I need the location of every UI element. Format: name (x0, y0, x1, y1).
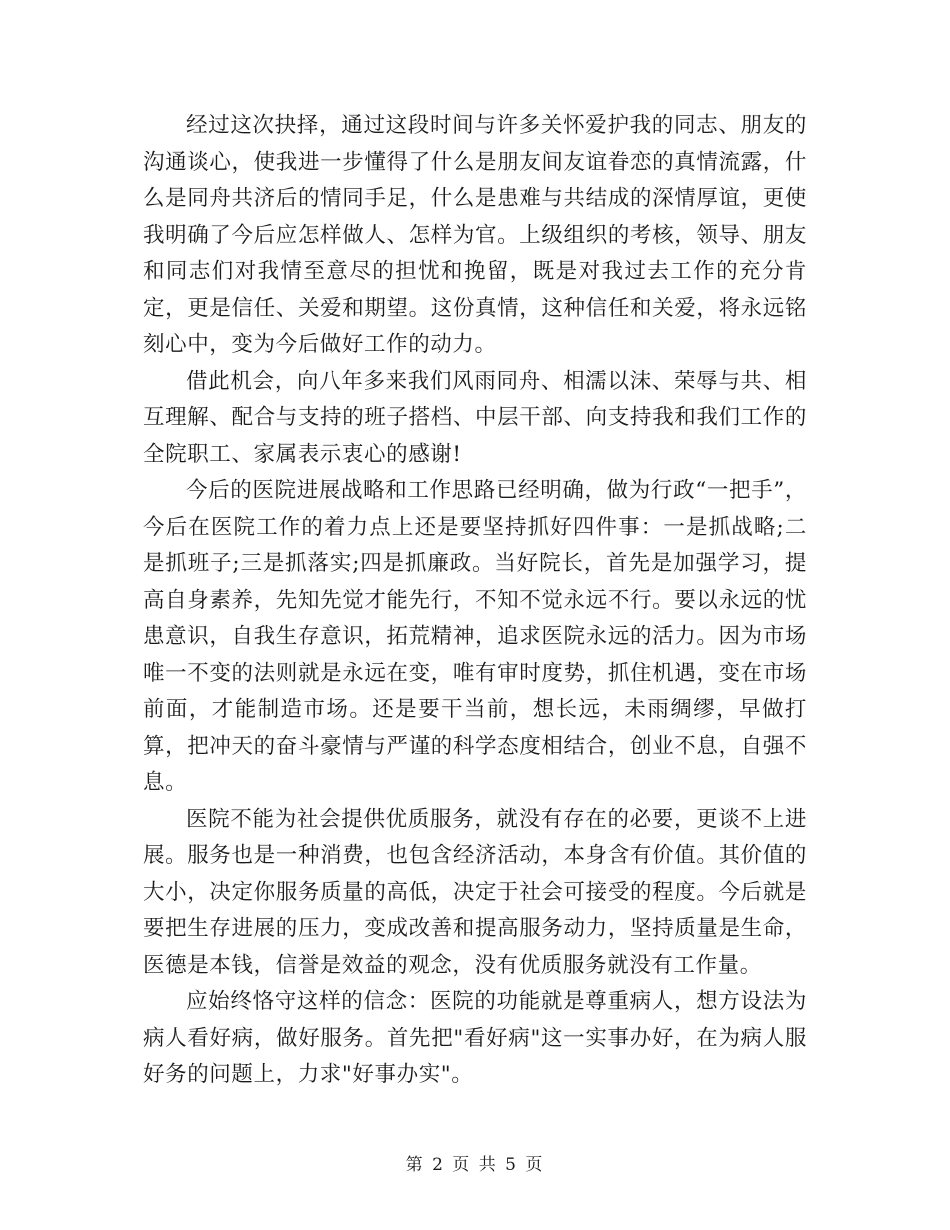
page-number-footer: 第 2 页 共 5 页 (405, 1155, 545, 1175)
paragraph-3: 今后的医院进展战略和工作思路已经明确，做为行政“一把手”，今后在医院工作的着力点上还是要坚持抓好四件事：一是抓战略;二是抓班子;三是抓落实;四是抓廉政。当好院长，首先是加强学习，提高自身素养，先知先觉才能先行，不知不觉永远不行。要以永远的忧患意识，自我生存意识，拓荒精神，追求医院永远的活力。因为市场唯一不变的法则就是永远在变，唯有审时度势，抓住机遇，变在市场前面，才能制造市场。还是要干当前，想长远，未雨绸缪，早做打算，把冲天的奋斗豪情与严谨的科学态度相结合，创业不息，自强不息。 (143, 478, 807, 795)
paragraph-2: 借此机会，向八年多来我们风雨同舟、相濡以沫、荣辱与共、相互理解、配合与支持的班子搭档、中层干部、向支持我和我们工作的全院职工、家属表示衷心的感谢! (143, 368, 807, 467)
paragraph-4: 医院不能为社会提供优质服务，就没有存在的必要，更谈不上进展。服务也是一种消费，也包含经济活动，本身含有价值。其价值的大小，决定你服务质量的高低，决定于社会可接受的程度。今后就是要把生存进展的压力，变成改善和提高服务动力，坚持质量是生命，医德是本钱，信誉是效益的观念，没有优质服务就没有工作量。 (143, 806, 807, 978)
paragraph-5: 应始终恪守这样的信念：医院的功能就是尊重病人，想方设法为病人看好病，做好服务。首先把"看好病"这一实事办好，在为病人服好务的问题上，力求"好事办实"。 (143, 989, 807, 1087)
document-body (143, 108, 807, 1094)
paragraph-1: 经过这次抉择，通过这段时间与许多关怀爱护我的同志、朋友的沟通谈心，使我进一步懂得了什么是朋友间友谊眷恋的真情流露，什么是同舟共济后的情同手足，什么是患难与共结成的深情厚谊，更使我明确了今后应怎样做人、怎样为官。上级组织的考核，领导、朋友和同志们对我情至意尽的担忧和挽留，既是对我过去工作的充分肯定，更是信任、关爱和期望。这份真情，这种信任和关爱，将永远铭刻心中，变为今后做好工作的动力。 (143, 113, 807, 357)
